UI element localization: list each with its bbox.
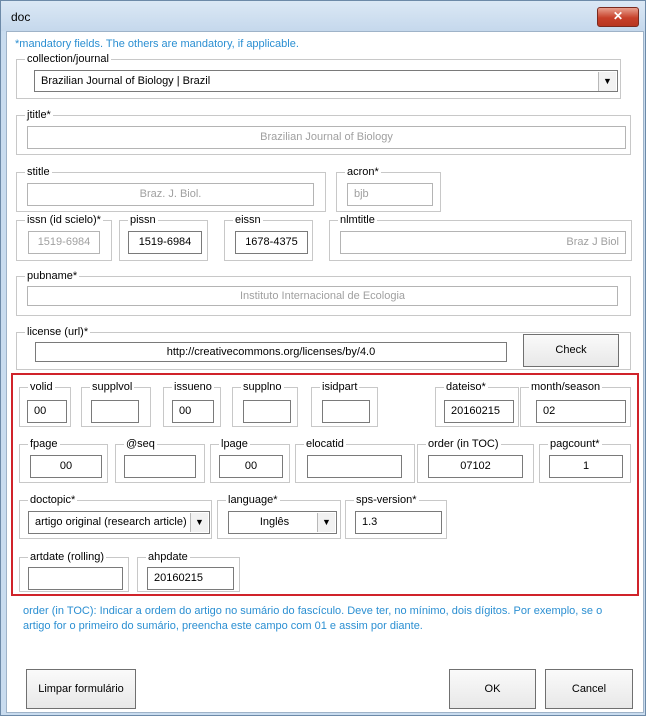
eissn-group [224,214,313,261]
close-icon: ✕ [612,9,624,23]
nlmtitle-label: nlmtitle [340,214,375,226]
elocatid-input[interactable] [307,455,402,478]
issueno-label: issueno [174,381,212,393]
cancel-button[interactable]: Cancel [545,669,633,709]
dateiso-label: dateiso* [446,381,486,393]
eissn-label: eissn [235,214,261,226]
doctopic-label: doctopic* [30,494,76,506]
pagcount-group [539,438,631,483]
jtitle-input[interactable]: Brazilian Journal of Biology [27,126,626,149]
acron-label: acron* [347,166,379,178]
clear-form-button[interactable]: Limpar formulário [26,669,136,709]
jtitle-group [16,109,631,155]
stitle-group [16,166,326,212]
ahpdate-input[interactable]: 20160215 [147,567,234,590]
isidpart-group [311,381,378,427]
pissn-input[interactable]: 1519-6984 [128,231,202,254]
title-bar [1,1,645,31]
dateiso-group [435,381,519,427]
collection-select[interactable] [34,70,618,92]
issueno-input[interactable]: 00 [172,400,214,423]
chevron-down-icon[interactable]: ▼ [598,72,616,91]
sps-version-input[interactable]: 1.3 [355,511,442,534]
collection-group [16,53,621,99]
close-button[interactable] [597,7,639,27]
pubname-group [16,270,631,316]
sps-version-label: sps-version* [356,494,417,506]
dateiso-input[interactable]: 20160215 [444,400,514,423]
collection-value: Brazilian Journal of Biology | Brazil [41,75,211,87]
fpage-input[interactable]: 00 [30,455,102,478]
license-label: license (url)* [27,326,89,338]
elocatid-label: elocatid [306,438,344,450]
doctopic-select[interactable] [28,511,210,534]
language-select[interactable] [228,511,337,534]
doctopic-value: artigo original (research article) [35,516,187,528]
pubname-label: pubname* [27,270,78,282]
ahpdate-label: ahpdate [148,551,188,563]
isidpart-label: isidpart [322,381,358,393]
license-group [16,326,631,370]
fpage-label: fpage [30,438,58,450]
acron-input[interactable]: bjb [347,183,433,206]
acron-group [336,166,441,212]
month-season-group [520,381,631,427]
volid-group [19,381,71,427]
check-button[interactable]: Check [523,334,619,367]
order-group [417,438,534,483]
collection-label: collection/journal [27,53,109,65]
language-label: language* [228,494,278,506]
pagcount-input[interactable]: 1 [549,455,623,478]
lpage-input[interactable]: 00 [219,455,283,478]
supplno-input[interactable] [243,400,291,423]
pubname-input[interactable]: Instituto Internacional de Ecologia [27,286,618,306]
volid-label: volid [30,381,53,393]
jtitle-label: jtitle* [27,109,51,121]
sps-version-group [345,494,447,539]
pissn-group [119,214,208,261]
license-input[interactable]: http://creativecommons.org/licenses/by/4.0 [35,342,507,362]
pagcount-label: pagcount* [550,438,600,450]
ok-button[interactable]: OK [449,669,536,709]
supplvol-label: supplvol [92,381,133,393]
issn-group [16,214,112,261]
nlmtitle-input[interactable]: Braz J Biol [340,231,626,254]
artdate-label: artdate (rolling) [30,551,104,563]
order-label: order (in TOC) [428,438,499,450]
isidpart-input[interactable] [322,400,370,423]
month-season-label: month/season [531,381,601,393]
eissn-input[interactable]: 1678-4375 [235,231,308,254]
language-group [217,494,341,539]
seq-label: @seq [126,438,155,450]
issn-input[interactable]: 1519-6984 [28,231,100,254]
ahpdate-group [137,551,240,592]
nlmtitle-group [329,214,632,261]
artdate-group [19,551,129,592]
stitle-input[interactable]: Braz. J. Biol. [27,183,314,206]
window-title: doc [11,10,31,24]
chevron-down-icon[interactable]: ▼ [317,513,335,532]
supplvol-input[interactable] [91,400,139,423]
supplno-label: supplno [243,381,282,393]
doctopic-group [19,494,212,539]
seq-input[interactable] [124,455,196,478]
supplno-group [232,381,298,427]
elocatid-group [295,438,415,483]
fpage-group [19,438,108,483]
month-season-input[interactable]: 02 [536,400,626,423]
issueno-group [163,381,221,427]
lpage-label: lpage [221,438,248,450]
language-value: Inglês [259,516,290,528]
pissn-label: pissn [130,214,156,226]
volid-input[interactable]: 00 [27,400,67,423]
supplvol-group [81,381,151,427]
lpage-group [210,438,290,483]
chevron-down-icon[interactable]: ▼ [190,513,208,532]
order-input[interactable]: 07102 [428,455,523,478]
stitle-label: stitle [27,166,50,178]
form-client-area [6,31,644,713]
mandatory-note: *mandatory fields. The others are mandatory, if applicable. [15,38,299,50]
order-help-text: order (in TOC): Indicar a ordem do artigo no sumário do fascículo. Deve ter, no mínimo, dois dígitos. Por exemplo, se o artigo for o primeiro do sumário, preencha este campo com 01 e assim por diante. [23,605,603,632]
artdate-input[interactable] [28,567,123,590]
issn-label: issn (id scielo)* [27,214,101,226]
seq-group [115,438,205,483]
